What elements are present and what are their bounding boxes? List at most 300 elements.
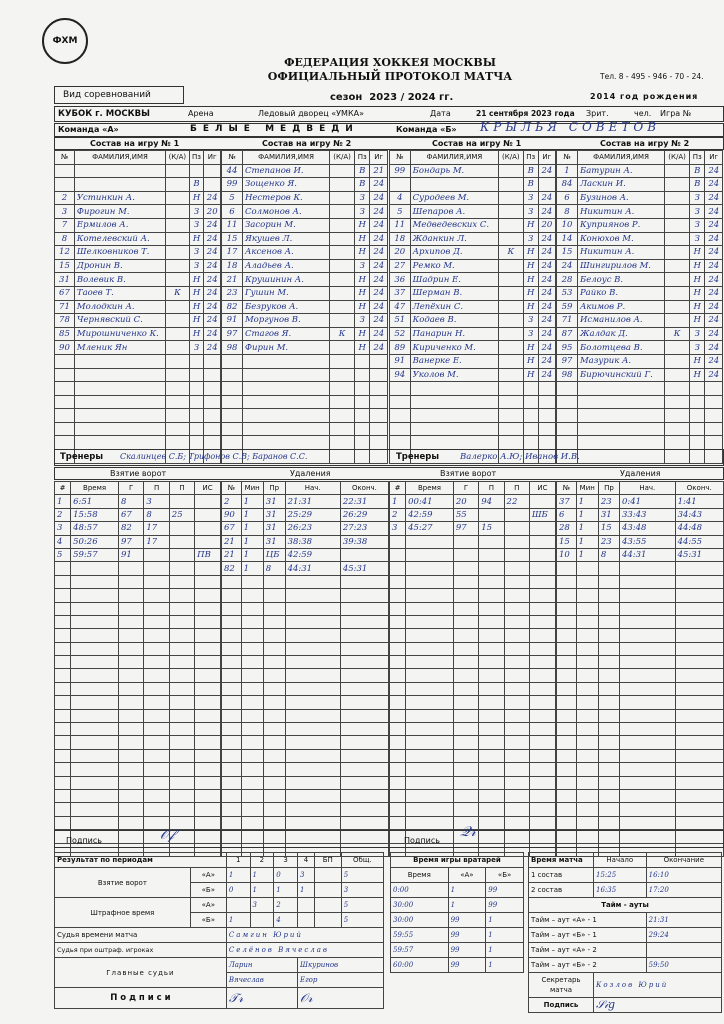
timeout-a1: 21:31 xyxy=(646,913,721,928)
event-cell xyxy=(340,749,388,762)
roster-cell: В xyxy=(355,178,370,192)
roster-cell: Н xyxy=(523,218,538,232)
roster-team-b-lineup1 xyxy=(389,150,556,464)
roster-cell xyxy=(370,382,388,396)
pim-b-total: 5 xyxy=(341,913,383,928)
event-cell: 6 xyxy=(557,508,577,521)
event-cell xyxy=(263,669,285,682)
event-cell xyxy=(169,589,194,602)
pim-a-total: 5 xyxy=(341,898,383,913)
event-cell xyxy=(241,749,263,762)
event-cell xyxy=(195,776,221,789)
event-cell: 25:29 xyxy=(285,508,340,521)
roster-cell: Крушинин А. xyxy=(242,273,329,287)
event-cell xyxy=(144,656,169,669)
event-cell xyxy=(619,763,675,776)
b-goals-header: Взятие ворот xyxy=(440,469,497,478)
roster-cell: З xyxy=(189,341,204,355)
roster-cell: 5 xyxy=(390,205,411,219)
roster-cell: Н xyxy=(355,218,370,232)
roster-row xyxy=(55,368,221,382)
roster-cell xyxy=(166,314,190,328)
event-cell: 42:59 xyxy=(285,548,340,561)
roster-cell xyxy=(410,382,498,396)
roster-row xyxy=(222,300,388,314)
event-cell xyxy=(241,642,263,655)
goalie-cell: 1 xyxy=(448,883,486,898)
roster-cell xyxy=(577,382,664,396)
roster-col-header: Пз xyxy=(523,151,538,165)
event-cell xyxy=(195,749,221,762)
roster-cell xyxy=(499,164,524,178)
roster-cell xyxy=(55,164,75,178)
b-lineup2-header: Состав на игру № 2 xyxy=(600,139,690,148)
period-col: 2 xyxy=(250,853,274,868)
event-cell xyxy=(557,803,577,816)
event-cell xyxy=(169,548,194,561)
event-cell: 31 xyxy=(598,508,619,521)
event-cell xyxy=(340,642,388,655)
event-cell xyxy=(285,656,340,669)
roster-cell xyxy=(390,436,411,450)
event-cell xyxy=(55,656,71,669)
roster-cell: З xyxy=(189,259,204,273)
roster-cell xyxy=(55,354,75,368)
roster-cell xyxy=(74,382,165,396)
event-cell xyxy=(340,669,388,682)
roster-row xyxy=(557,191,723,205)
event-cell: 91 xyxy=(119,548,144,561)
event-cell xyxy=(504,589,529,602)
roster-cell xyxy=(499,395,524,409)
event-cell xyxy=(557,763,577,776)
event-row xyxy=(55,696,221,709)
event-cell xyxy=(406,669,454,682)
roster-cell: 8 xyxy=(55,232,75,246)
roster-cell xyxy=(557,422,578,436)
event-cell xyxy=(169,629,194,642)
roster-cell: Степанов И. xyxy=(242,164,329,178)
event-cell xyxy=(619,575,675,588)
event-cell xyxy=(557,696,577,709)
roster-cell xyxy=(242,395,329,409)
roster-cell: З xyxy=(690,327,705,341)
event-row xyxy=(390,723,556,736)
roster-cell: 6 xyxy=(557,191,578,205)
event-col-header: # xyxy=(390,482,406,495)
roster-cell: Н xyxy=(355,300,370,314)
event-cell: 28 xyxy=(557,522,577,535)
roster-cell xyxy=(242,368,329,382)
event-cell xyxy=(479,789,504,802)
roster-cell: 24 xyxy=(705,232,723,246)
event-cell: 22 xyxy=(504,495,529,508)
event-cell xyxy=(55,575,71,588)
event-cell xyxy=(263,816,285,829)
event-cell xyxy=(504,602,529,615)
event-cell: 00:41 xyxy=(406,495,454,508)
roster-row xyxy=(55,164,221,178)
event-cell xyxy=(479,749,504,762)
event-cell: ПВ xyxy=(195,548,221,561)
event-row xyxy=(557,615,724,628)
roster-col-header: (К/А) xyxy=(166,151,190,165)
event-cell: 90 xyxy=(222,508,242,521)
event-cell xyxy=(195,696,221,709)
event-cell xyxy=(119,629,144,642)
roster-cell: Н xyxy=(189,314,204,328)
event-cell xyxy=(479,508,504,521)
event-cell xyxy=(195,803,221,816)
event-cell xyxy=(71,669,119,682)
roster-row xyxy=(390,205,556,219)
roster-cell: 90 xyxy=(55,341,75,355)
team-b-label: Команда «Б» xyxy=(396,125,457,134)
event-cell xyxy=(406,548,454,561)
event-cell xyxy=(619,789,675,802)
event-cell xyxy=(55,669,71,682)
goalie-cell: 99 xyxy=(448,943,486,958)
event-cell: 43:55 xyxy=(619,535,675,548)
roster-cell: 24 xyxy=(538,259,555,273)
roster-cell: 24 xyxy=(705,354,723,368)
event-col-header: ИС xyxy=(529,482,555,495)
goalie-row xyxy=(391,943,524,958)
roster-cell xyxy=(665,409,690,423)
pim-a-p3: 2 xyxy=(274,898,298,913)
roster-cell xyxy=(189,422,204,436)
roster-col-header: № xyxy=(390,151,411,165)
roster-row xyxy=(222,205,388,219)
event-cell xyxy=(619,615,675,628)
event-cell xyxy=(598,763,619,776)
roster-cell: 24 xyxy=(705,300,723,314)
event-cell xyxy=(675,763,723,776)
roster-cell: Акимов Р. xyxy=(577,300,664,314)
event-row xyxy=(222,816,389,829)
event-row xyxy=(222,776,389,789)
roster-cell xyxy=(523,382,538,396)
event-row xyxy=(55,589,221,602)
event-cell xyxy=(340,763,388,776)
roster-cell: 20 xyxy=(390,246,411,260)
roster-cell xyxy=(330,232,355,246)
event-cell xyxy=(119,669,144,682)
event-row xyxy=(55,575,221,588)
roster-row xyxy=(222,246,388,260)
roster-cell: 18 xyxy=(390,232,411,246)
event-cell xyxy=(169,723,194,736)
roster-cell: 24 xyxy=(557,259,578,273)
event-cell xyxy=(479,562,504,575)
event-cell xyxy=(263,736,285,749)
event-cell xyxy=(119,709,144,722)
roster-cell: 94 xyxy=(390,368,411,382)
roster-cell: 89 xyxy=(390,341,411,355)
roster-team-b-lineup2 xyxy=(556,150,723,464)
roster-cell: 84 xyxy=(557,178,578,192)
event-row xyxy=(55,548,221,561)
event-cell: 15 xyxy=(557,535,577,548)
event-row xyxy=(390,589,556,602)
event-cell xyxy=(479,548,504,561)
event-cell xyxy=(390,575,406,588)
roster-row xyxy=(222,327,388,341)
roster-row xyxy=(390,382,556,396)
roster-cell: 5 xyxy=(222,191,243,205)
roster-cell: 78 xyxy=(55,314,75,328)
roster-cell: Н xyxy=(355,341,370,355)
event-row xyxy=(55,508,221,521)
event-cell xyxy=(195,602,221,615)
roster-cell: Н xyxy=(690,314,705,328)
event-row xyxy=(390,709,556,722)
event-cell: 23 xyxy=(598,535,619,548)
event-cell xyxy=(406,629,454,642)
roster-cell xyxy=(204,354,221,368)
roster-row xyxy=(390,327,556,341)
event-cell xyxy=(390,602,406,615)
event-cell: 2 xyxy=(55,508,71,521)
roster-row xyxy=(55,395,221,409)
pim-a-p4 xyxy=(297,898,314,913)
roster-cell xyxy=(330,218,355,232)
event-cell xyxy=(285,816,340,829)
event-header-row xyxy=(557,482,724,495)
roster-cell xyxy=(330,191,355,205)
roster-row xyxy=(390,232,556,246)
roster-cell: Лепёхин С. xyxy=(410,300,498,314)
event-cell xyxy=(479,615,504,628)
roster-cell: 37 xyxy=(390,286,411,300)
event-header-row xyxy=(390,482,556,495)
roster-cell: В xyxy=(690,178,705,192)
roster-cell xyxy=(499,218,524,232)
roster-cell xyxy=(557,395,578,409)
roster-cell xyxy=(665,354,690,368)
b-lineup1-header: Состав на игру № 1 xyxy=(432,139,522,148)
date: 21 сентября 2023 года xyxy=(476,109,575,118)
goalie-cell: 0:00 xyxy=(391,883,449,898)
event-cell xyxy=(619,816,675,829)
event-row xyxy=(222,495,389,508)
roster-cell xyxy=(166,164,190,178)
event-cell xyxy=(285,682,340,695)
roster-cell: 24 xyxy=(705,178,723,192)
event-cell xyxy=(504,629,529,642)
event-cell xyxy=(195,629,221,642)
roster-cell: 24 xyxy=(705,341,723,355)
goalie-cell: 1 xyxy=(486,913,524,928)
event-col-header: Г xyxy=(119,482,144,495)
team-b-name: КРЫЛЬЯ СОВЕТОВ xyxy=(480,120,661,134)
roster-cell: З xyxy=(690,341,705,355)
roster-cell: 51 xyxy=(390,314,411,328)
event-cell xyxy=(241,629,263,642)
event-row xyxy=(55,522,221,535)
event-cell xyxy=(222,763,242,776)
event-cell xyxy=(598,656,619,669)
event-cell xyxy=(619,669,675,682)
roster-cell xyxy=(204,395,221,409)
roster-cell: 98 xyxy=(557,368,578,382)
roster-cell xyxy=(390,422,411,436)
roster-cell xyxy=(390,395,411,409)
event-cell xyxy=(619,776,675,789)
event-cell: 8 xyxy=(144,508,169,521)
event-cell xyxy=(285,589,340,602)
roster-cell: К xyxy=(166,286,190,300)
roster-cell xyxy=(330,205,355,219)
event-cell: 43:48 xyxy=(619,522,675,535)
roster-cell: 24 xyxy=(370,191,388,205)
event-cell xyxy=(241,789,263,802)
event-cell xyxy=(598,723,619,736)
event-cell: 45:27 xyxy=(406,522,454,535)
roster-cell xyxy=(665,341,690,355)
event-cell xyxy=(619,642,675,655)
match-time-block xyxy=(528,852,722,1013)
team-a-label: Команда «А» xyxy=(58,125,119,134)
event-cell xyxy=(406,749,454,762)
roster-cell xyxy=(189,368,204,382)
roster-cell: З xyxy=(355,259,370,273)
roster-cell: Кириченко М. xyxy=(410,341,498,355)
roster-cell xyxy=(74,422,165,436)
roster-cell: Н xyxy=(690,259,705,273)
event-row xyxy=(390,602,556,615)
roster-cell: В xyxy=(690,164,705,178)
period2-start: 16:35 xyxy=(594,883,647,898)
event-cell xyxy=(119,789,144,802)
event-cell: 50:26 xyxy=(71,535,119,548)
event-cell xyxy=(675,562,723,575)
period-col: БП xyxy=(314,853,341,868)
roster-cell xyxy=(577,409,664,423)
roster-cell xyxy=(166,354,190,368)
event-cell xyxy=(195,656,221,669)
roster-cell: Н xyxy=(355,286,370,300)
event-col-header: П xyxy=(169,482,194,495)
event-cell xyxy=(390,816,406,829)
event-cell xyxy=(557,789,577,802)
event-cell xyxy=(119,615,144,628)
roster-cell xyxy=(705,409,723,423)
timeouts-title: Тайм - ауты xyxy=(529,898,722,913)
event-cell xyxy=(479,776,504,789)
roster-cell xyxy=(665,273,690,287)
event-row xyxy=(222,575,389,588)
period1-label: 1 состав xyxy=(529,868,594,883)
event-cell xyxy=(285,789,340,802)
event-cell: ШБ xyxy=(529,508,555,521)
event-cell xyxy=(222,723,242,736)
event-row xyxy=(222,736,389,749)
event-cell xyxy=(55,642,71,655)
event-cell xyxy=(195,575,221,588)
roster-cell: Исманилов А. xyxy=(577,314,664,328)
event-cell: 3 xyxy=(390,522,406,535)
event-cell xyxy=(144,749,169,762)
event-cell xyxy=(55,589,71,602)
event-cell xyxy=(55,602,71,615)
roster-row xyxy=(390,341,556,355)
roster-cell xyxy=(577,422,664,436)
roster-cell xyxy=(166,382,190,396)
roster-cell: 24 xyxy=(538,341,555,355)
signature-b-mark: 𝒬𝓇 xyxy=(460,824,476,840)
roster-row xyxy=(390,218,556,232)
roster-cell xyxy=(370,422,388,436)
roster-cell: 24 xyxy=(370,341,388,355)
event-row xyxy=(557,656,724,669)
event-cell xyxy=(557,709,577,722)
roster-row xyxy=(55,422,221,436)
roster-cell xyxy=(355,422,370,436)
roster-row xyxy=(390,246,556,260)
roster-cell: Н xyxy=(355,327,370,341)
event-cell xyxy=(406,736,454,749)
roster-cell xyxy=(705,422,723,436)
roster-cell: Ласкин И. xyxy=(577,178,664,192)
goalie-cell: 99 xyxy=(448,913,486,928)
roster-row xyxy=(222,232,388,246)
roster-cell xyxy=(370,395,388,409)
event-cell xyxy=(144,803,169,816)
roster-cell: Н xyxy=(189,191,204,205)
event-cell xyxy=(119,656,144,669)
event-cell xyxy=(263,682,285,695)
roster-cell: 24 xyxy=(370,246,388,260)
event-row xyxy=(557,736,724,749)
roster-cell xyxy=(204,436,221,450)
goals-b-total: 3 xyxy=(341,883,383,898)
roster-cell: 11 xyxy=(390,218,411,232)
goalie-cell: 99 xyxy=(448,928,486,943)
roster-cell: Н xyxy=(189,273,204,287)
roster-cell xyxy=(74,164,165,178)
roster-cell: Таоев Т. xyxy=(74,286,165,300)
event-cell xyxy=(241,816,263,829)
competition-label: Вид соревнований xyxy=(54,86,184,104)
event-cell xyxy=(529,789,555,802)
roster-cell: 53 xyxy=(557,286,578,300)
roster-row xyxy=(390,395,556,409)
roster-cell xyxy=(189,436,204,450)
roster-row xyxy=(55,246,221,260)
roster-row xyxy=(557,300,723,314)
roster-cell xyxy=(577,395,664,409)
roster-cell xyxy=(330,273,355,287)
roster-cell: 24 xyxy=(204,327,221,341)
roster-cell xyxy=(690,436,705,450)
event-cell: 82 xyxy=(222,562,242,575)
event-cell: ЦБ xyxy=(263,548,285,561)
roster-table xyxy=(556,150,723,464)
event-cell xyxy=(285,615,340,628)
event-cell xyxy=(598,682,619,695)
roster-cell: 44 xyxy=(222,164,243,178)
roster-cell xyxy=(189,382,204,396)
phone: Тел. 8 - 495 - 946 - 70 - 24. xyxy=(600,72,704,81)
roster-header-row xyxy=(390,151,556,165)
roster-row xyxy=(222,382,388,396)
event-row xyxy=(222,696,389,709)
roster-cell xyxy=(166,178,190,192)
roster-cell xyxy=(705,382,723,396)
event-cell xyxy=(406,709,454,722)
goalie-cell: 60:00 xyxy=(391,958,449,973)
